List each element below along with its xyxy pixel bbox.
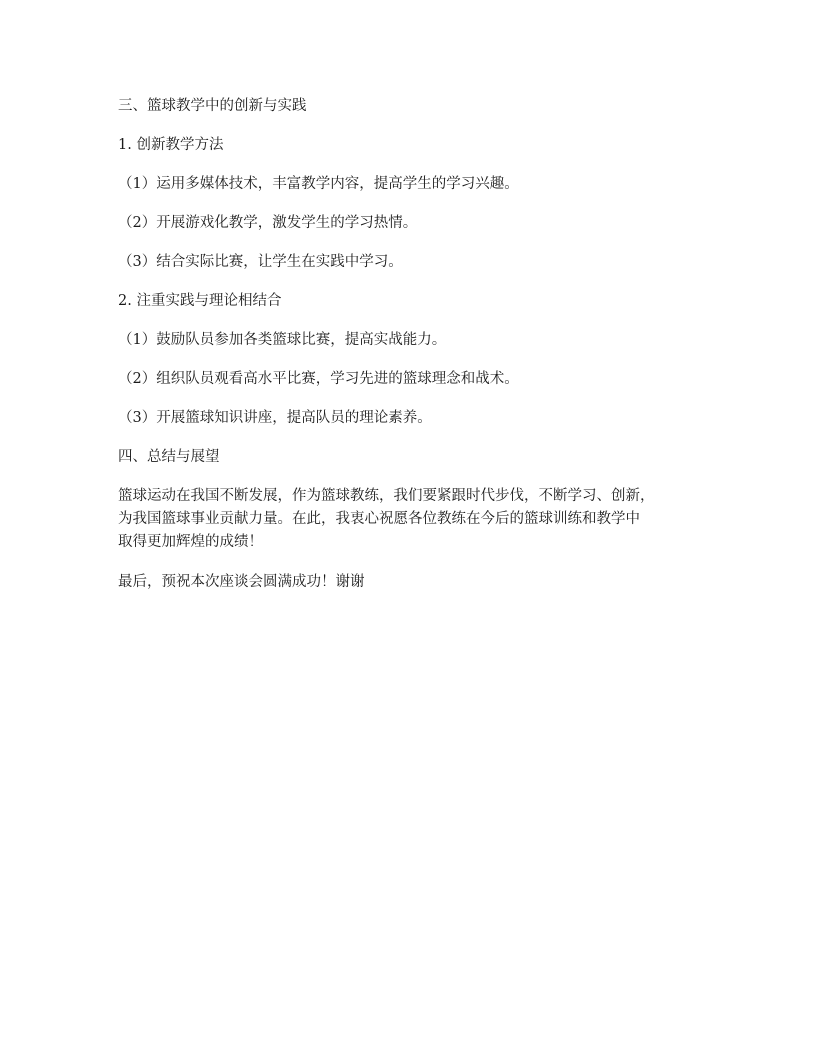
list-item: （2）组织队员观看高水平比赛，学习先进的篮球理念和战术。: [118, 371, 519, 387]
section-heading-summary: 四、总结与展望: [118, 449, 220, 465]
list-item: （1）鼓励队员参加各类篮球比赛，提高实战能力。: [118, 332, 447, 348]
paragraph-line: 为我国篮球事业贡献力量。在此，我衷心祝愿各位教练在今后的篮球训练和教学中: [118, 511, 640, 527]
summary-paragraph: [118, 485, 703, 554]
paragraph-line: 取得更加辉煌的成绩！: [118, 534, 263, 550]
list-item: （3）开展篮球知识讲座，提高队员的理论素养。: [118, 410, 432, 426]
list-item: （1）运用多媒体技术，丰富教学内容，提高学生的学习兴趣。: [118, 176, 519, 192]
closing-remark: 最后，预祝本次座谈会圆满成功！谢谢: [118, 574, 365, 590]
list-item: （2）开展游戏化教学，激发学生的学习热情。: [118, 215, 418, 231]
list-item: （3）结合实际比赛，让学生在实践中学习。: [118, 254, 403, 270]
subsection-heading-methods: 1. 创新教学方法: [118, 137, 224, 153]
section-heading-innovation: 三、篮球教学中的创新与实践: [118, 98, 307, 114]
subsection-heading-practice: 2. 注重实践与理论相结合: [118, 293, 282, 309]
document-body: [118, 95, 703, 593]
paragraph-line: 篮球运动在我国不断发展，作为篮球教练，我们要紧跟时代步伐，不断学习、创新，: [118, 488, 655, 504]
